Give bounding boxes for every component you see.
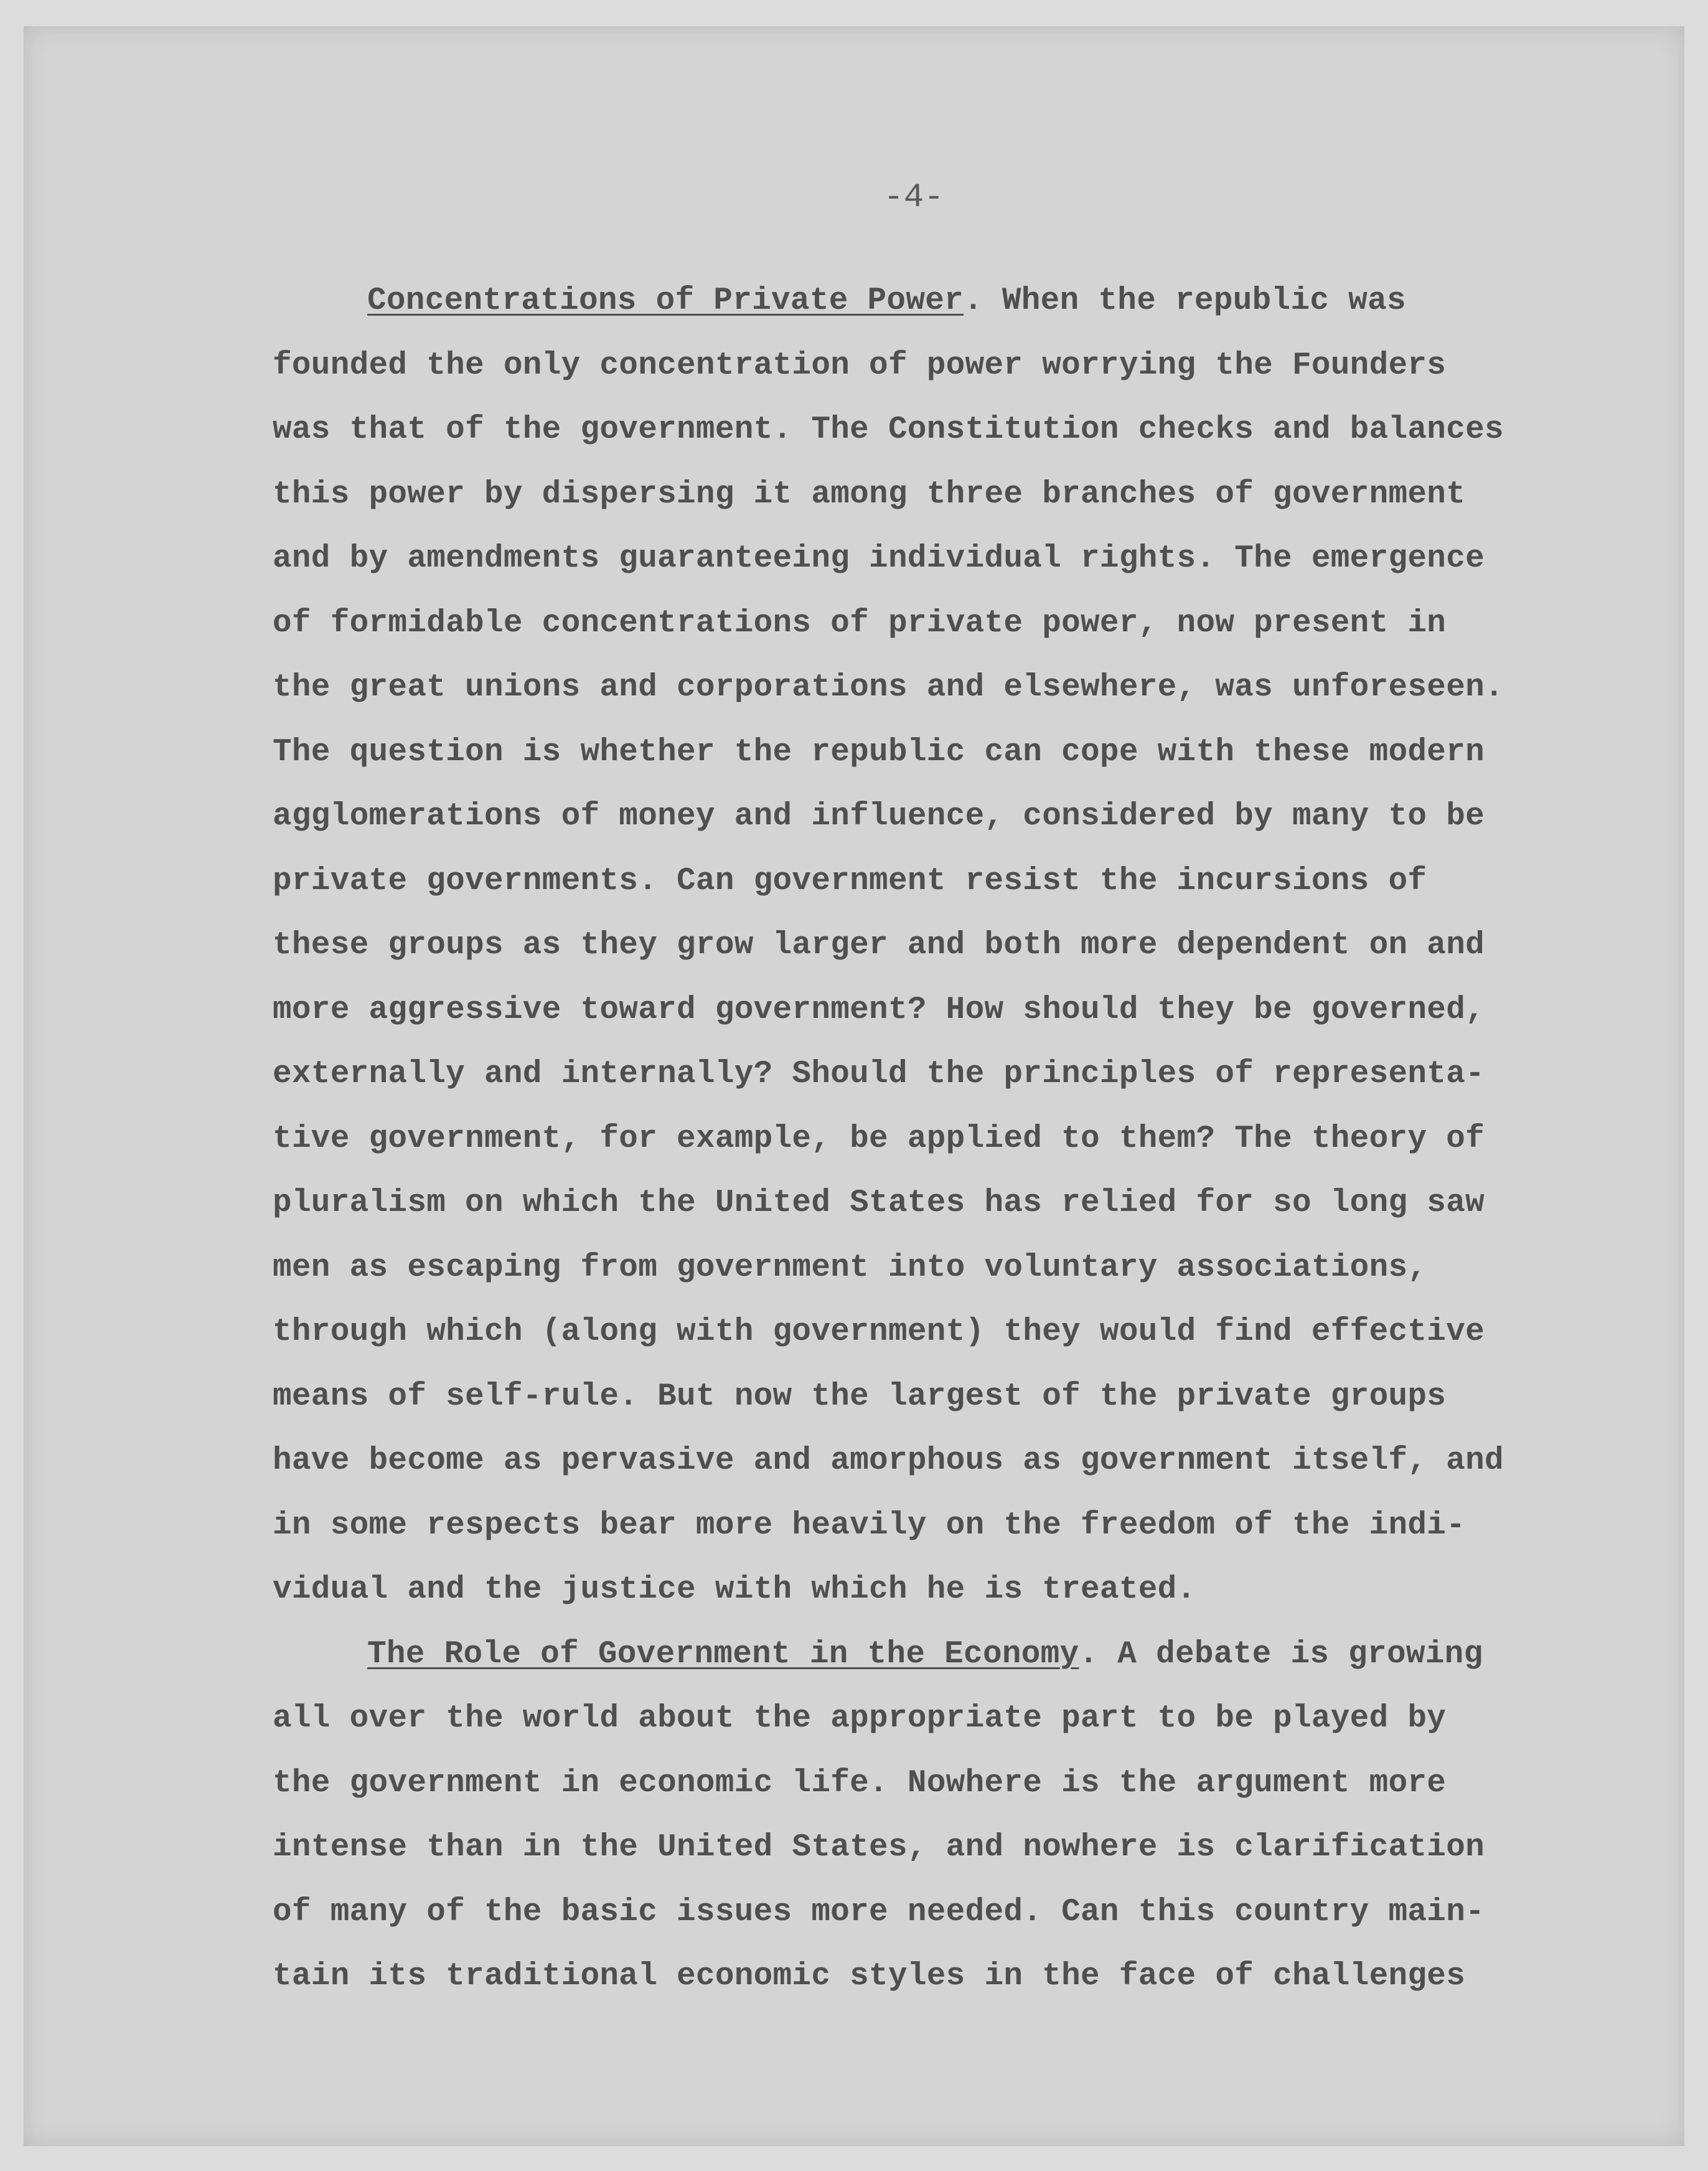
text-line: tive government, for example, be applied to them? The theory of — [273, 1121, 1485, 1157]
text-line: in some respects bear more heavily on the freedom of the indi- — [273, 1507, 1466, 1543]
page-number: -4- — [883, 179, 944, 217]
text-line: men as escaping from government into voluntary associations, — [273, 1250, 1427, 1286]
text-line: externally and internally? Should the principles of representa- — [273, 1057, 1485, 1092]
text-line: private governments. Can government resist the incursions of — [273, 863, 1427, 899]
section-2-lead-text: . A debate is growing — [1079, 1636, 1483, 1672]
section-heading-private-power: Concentrations of Private Power — [367, 283, 964, 319]
text-line: tain its traditional economic styles in the face of challenges — [273, 1959, 1466, 1994]
text-line: have become as pervasive and amorphous as government itself, and — [273, 1443, 1504, 1479]
text-line: vidual and the justice with which he is treated. — [273, 1572, 1196, 1608]
text-line: agglomerations of money and influence, considered by many to be — [273, 799, 1485, 834]
body-text — [273, 269, 1549, 2009]
text-line: the government in economic life. Nowhere is the argument more — [273, 1765, 1447, 1801]
text-line: these groups as they grow larger and both more dependent on and — [273, 928, 1485, 963]
text-line: the great unions and corporations and elsewhere, was unforeseen. — [273, 670, 1504, 705]
section-heading-role-of-government: The Role of Government in the Economy — [367, 1636, 1079, 1672]
text-line: founded the only concentration of power worrying the Founders — [273, 347, 1447, 384]
section-2-first-line — [273, 1622, 1549, 1687]
section-1-first-line — [273, 269, 1549, 334]
text-line: means of self-rule. But now the largest of the private groups — [273, 1378, 1447, 1415]
section-1-lead-text: . When the republic was — [964, 283, 1406, 319]
text-line: pluralism on which the United States has relied for so long saw — [273, 1185, 1485, 1221]
text-line: The question is whether the republic can cope with these modern — [273, 734, 1485, 770]
text-line: through which (along with government) they would find effective — [273, 1314, 1485, 1350]
document-page — [24, 26, 1684, 2146]
text-line: of formidable concentrations of private power, now present in — [273, 605, 1447, 641]
text-line: of many of the basic issues more needed. Can this country main- — [273, 1894, 1485, 1930]
text-line: more aggressive toward government? How should they be governed, — [273, 992, 1485, 1028]
text-line: and by amendments guaranteeing individual rights. The emergence — [273, 541, 1485, 577]
text-line: this power by dispersing it among three branches of government — [273, 476, 1466, 512]
text-line: intense than in the United States, and nowhere is clarification — [273, 1830, 1485, 1865]
text-line: all over the world about the appropriate part to be played by — [273, 1701, 1447, 1736]
text-line: was that of the government. The Constitution checks and balances — [273, 412, 1504, 448]
